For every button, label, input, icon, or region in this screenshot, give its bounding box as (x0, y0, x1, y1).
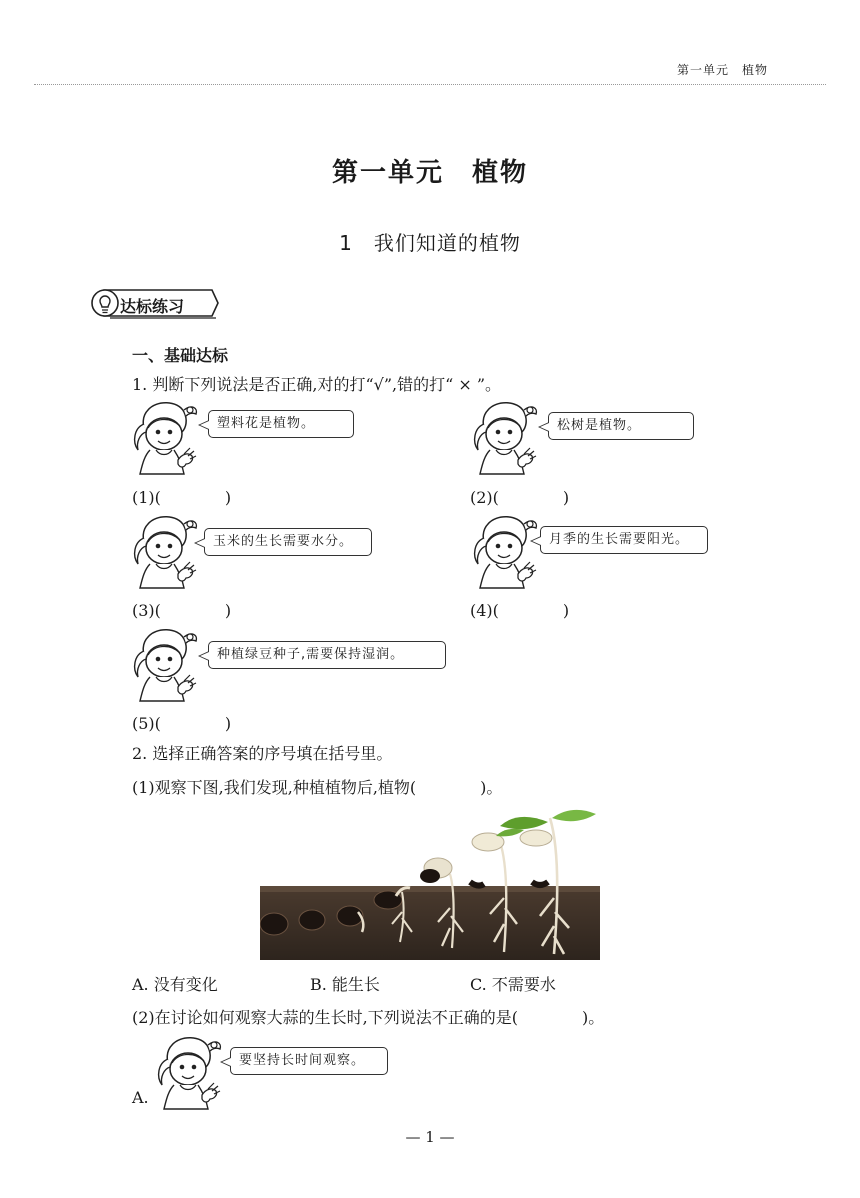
answer-blank-5[interactable]: (5)( ) (132, 714, 232, 733)
girl-illustration (466, 512, 540, 590)
running-header: 第一单元 植物 (676, 63, 768, 77)
option-b: B. 能生长 (310, 975, 380, 994)
speech-bubble: 种植绿豆种子,需要保持湿润。 (208, 641, 446, 669)
answer-blank-2[interactable]: (2)( ) (470, 488, 570, 507)
header-divider (34, 84, 826, 85)
option-c: C. 不需要水 (470, 975, 556, 994)
question-2-1: (1)观察下图,我们发现,种植植物后,植物( )。 (132, 778, 503, 797)
unit-title: 第一单元 植物 (331, 158, 528, 188)
answer-blank-4[interactable]: (4)( ) (470, 601, 570, 620)
option-a-label: A. (132, 1088, 149, 1107)
question-1-prompt: 1. 判断下列说法是否正确,对的打“√”,错的打“ × ”。 (132, 375, 502, 394)
girl-illustration (150, 1033, 224, 1111)
speech-bubble: 玉米的生长需要水分。 (204, 528, 372, 556)
speech-bubble: 塑料花是植物。 (208, 410, 354, 438)
question-2-2: (2)在讨论如何观察大蒜的生长时,下列说法不正确的是( )。 (132, 1008, 605, 1027)
answer-blank-1[interactable]: (1)( ) (132, 488, 232, 507)
girl-illustration (466, 398, 540, 476)
page-number: — 1 — (405, 1128, 455, 1146)
girl-illustration (126, 625, 200, 703)
answer-blank-3[interactable]: (3)( ) (132, 601, 232, 620)
lesson-title: 1 我们知道的植物 (339, 231, 521, 255)
girl-illustration (126, 398, 200, 476)
speech-bubble: 月季的生长需要阳光。 (540, 526, 708, 554)
girl-illustration (126, 512, 200, 590)
seed-germination-photo (260, 808, 600, 960)
section-banner-label: 达标练习 (120, 297, 185, 316)
part-one-heading: 一、基础达标 (132, 346, 229, 365)
speech-bubble: 要坚持长时间观察。 (230, 1047, 388, 1075)
speech-bubble: 松树是植物。 (548, 412, 694, 440)
question-2-prompt: 2. 选择正确答案的序号填在括号里。 (132, 744, 393, 763)
option-a: A. 没有变化 (132, 975, 218, 994)
